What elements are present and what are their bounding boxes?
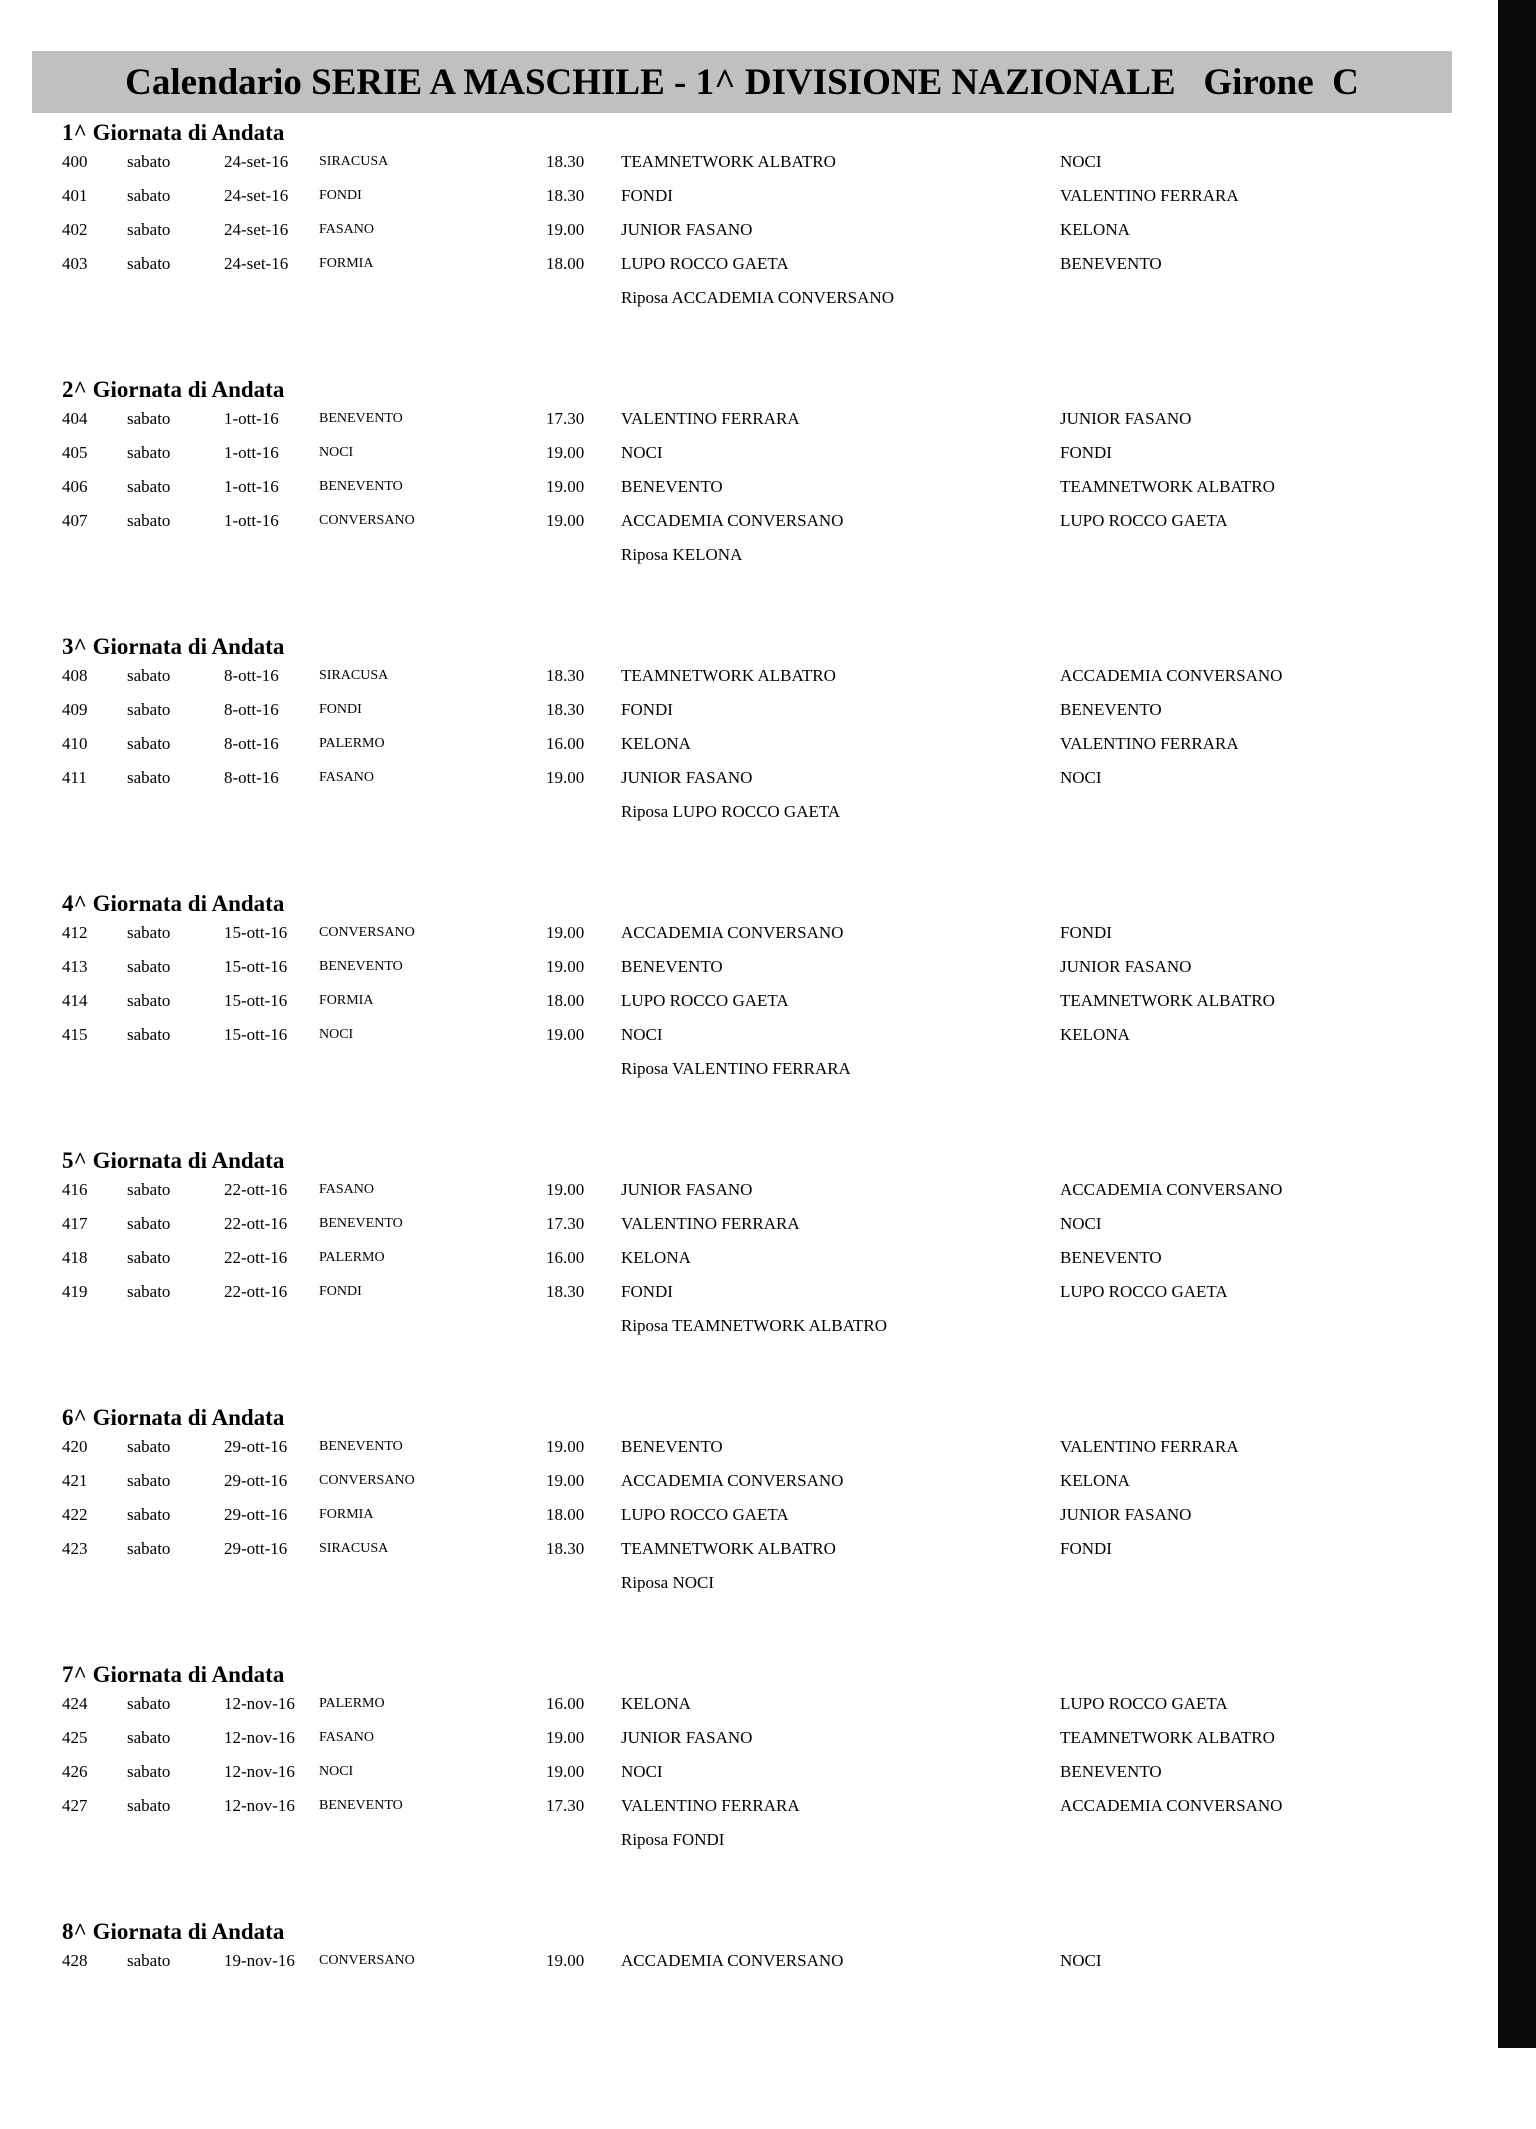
match-row bbox=[0, 1505, 1498, 1535]
match-number: 412 bbox=[62, 923, 88, 942]
match-day: sabato bbox=[127, 152, 171, 171]
match-number: 420 bbox=[62, 1437, 88, 1456]
home-team: KELONA bbox=[621, 734, 691, 753]
match-row bbox=[0, 186, 1498, 216]
riposa-note: Riposa VALENTINO FERRARA bbox=[621, 1059, 851, 1078]
match-time: 19.00 bbox=[546, 511, 585, 530]
match-number: 405 bbox=[62, 443, 88, 462]
away-team: FONDI bbox=[1060, 923, 1112, 942]
home-team: TEAMNETWORK ALBATRO bbox=[621, 152, 836, 171]
match-number: 417 bbox=[62, 1214, 88, 1233]
match-time: 19.00 bbox=[546, 220, 585, 239]
match-venue: BENEVENTO bbox=[319, 479, 403, 494]
match-day: sabato bbox=[127, 666, 171, 685]
away-team: VALENTINO FERRARA bbox=[1060, 1437, 1239, 1456]
match-day: sabato bbox=[127, 186, 171, 205]
match-date: 8-ott-16 bbox=[224, 700, 279, 719]
giornata-section bbox=[0, 634, 1498, 844]
match-date: 8-ott-16 bbox=[224, 734, 279, 753]
match-venue: FONDI bbox=[319, 702, 362, 717]
giornata-title: 1^ Giornata di Andata bbox=[62, 120, 285, 145]
away-team: TEAMNETWORK ALBATRO bbox=[1060, 1728, 1275, 1747]
home-team: LUPO ROCCO GAETA bbox=[621, 254, 789, 273]
match-date: 15-ott-16 bbox=[224, 1025, 288, 1044]
giornata-section bbox=[0, 1919, 1498, 2129]
home-team: TEAMNETWORK ALBATRO bbox=[621, 666, 836, 685]
match-day: sabato bbox=[127, 511, 171, 530]
match-number: 423 bbox=[62, 1539, 88, 1558]
away-team: JUNIOR FASANO bbox=[1060, 957, 1192, 976]
match-date: 15-ott-16 bbox=[224, 923, 288, 942]
match-date: 12-nov-16 bbox=[224, 1762, 295, 1781]
home-team: KELONA bbox=[621, 1694, 691, 1713]
match-time: 18.00 bbox=[546, 254, 585, 273]
giornata-title: 3^ Giornata di Andata bbox=[62, 634, 285, 659]
match-number: 402 bbox=[62, 220, 88, 239]
match-venue: FORMIA bbox=[319, 256, 374, 271]
match-date: 8-ott-16 bbox=[224, 768, 279, 787]
match-time: 19.00 bbox=[546, 477, 585, 496]
match-time: 19.00 bbox=[546, 768, 585, 787]
match-time: 19.00 bbox=[546, 1951, 585, 1970]
away-team: LUPO ROCCO GAETA bbox=[1060, 1694, 1228, 1713]
home-team: VALENTINO FERRARA bbox=[621, 1214, 800, 1233]
match-date: 1-ott-16 bbox=[224, 511, 279, 530]
match-row bbox=[0, 477, 1498, 507]
riposa-note: Riposa KELONA bbox=[621, 545, 743, 564]
page-edge bbox=[1498, 0, 1536, 2048]
home-team: LUPO ROCCO GAETA bbox=[621, 1505, 789, 1524]
match-venue: CONVERSANO bbox=[319, 513, 415, 528]
home-team: NOCI bbox=[621, 443, 663, 462]
match-day: sabato bbox=[127, 1796, 171, 1815]
match-date: 22-ott-16 bbox=[224, 1282, 288, 1301]
home-team: FONDI bbox=[621, 700, 673, 719]
giornata-section bbox=[0, 120, 1498, 330]
match-day: sabato bbox=[127, 1539, 171, 1558]
match-venue: SIRACUSA bbox=[319, 1541, 389, 1556]
away-team: ACCADEMIA CONVERSANO bbox=[1060, 1796, 1283, 1815]
match-venue: CONVERSANO bbox=[319, 925, 415, 940]
match-row bbox=[0, 1471, 1498, 1501]
match-time: 19.00 bbox=[546, 957, 585, 976]
giornata-section bbox=[0, 1148, 1498, 1358]
match-time: 19.00 bbox=[546, 1471, 585, 1490]
match-venue: FASANO bbox=[319, 1182, 374, 1197]
match-time: 18.00 bbox=[546, 1505, 585, 1524]
match-venue: NOCI bbox=[319, 1027, 354, 1042]
away-team: LUPO ROCCO GAETA bbox=[1060, 1282, 1228, 1301]
match-row bbox=[0, 254, 1498, 284]
home-team: ACCADEMIA CONVERSANO bbox=[621, 1951, 844, 1970]
match-day: sabato bbox=[127, 957, 171, 976]
match-venue: BENEVENTO bbox=[319, 959, 403, 974]
home-team: ACCADEMIA CONVERSANO bbox=[621, 923, 844, 942]
match-venue: FASANO bbox=[319, 222, 374, 237]
giornata-section bbox=[0, 1662, 1498, 1872]
away-team: KELONA bbox=[1060, 220, 1130, 239]
match-day: sabato bbox=[127, 700, 171, 719]
away-team: FONDI bbox=[1060, 1539, 1112, 1558]
match-time: 17.30 bbox=[546, 1214, 585, 1233]
away-team: BENEVENTO bbox=[1060, 700, 1162, 719]
match-number: 409 bbox=[62, 700, 88, 719]
match-venue: PALERMO bbox=[319, 1250, 385, 1265]
match-venue: SIRACUSA bbox=[319, 668, 389, 683]
match-venue: CONVERSANO bbox=[319, 1473, 415, 1488]
title-bar bbox=[32, 51, 1452, 113]
match-day: sabato bbox=[127, 477, 171, 496]
match-number: 414 bbox=[62, 991, 88, 1010]
giornata-title: 4^ Giornata di Andata bbox=[62, 891, 285, 916]
match-day: sabato bbox=[127, 1180, 171, 1199]
match-row bbox=[0, 1025, 1498, 1055]
home-team: FONDI bbox=[621, 186, 673, 205]
match-date: 1-ott-16 bbox=[224, 477, 279, 496]
match-venue: FONDI bbox=[319, 1284, 362, 1299]
match-date: 19-nov-16 bbox=[224, 1951, 295, 1970]
match-time: 19.00 bbox=[546, 1762, 585, 1781]
away-team: JUNIOR FASANO bbox=[1060, 1505, 1192, 1524]
riposa-note: Riposa ACCADEMIA CONVERSANO bbox=[621, 288, 894, 307]
match-row bbox=[0, 1762, 1498, 1792]
match-number: 427 bbox=[62, 1796, 88, 1815]
match-time: 18.30 bbox=[546, 152, 585, 171]
match-number: 424 bbox=[62, 1694, 88, 1713]
match-row bbox=[0, 700, 1498, 730]
match-number: 404 bbox=[62, 409, 88, 428]
match-day: sabato bbox=[127, 1214, 171, 1233]
match-time: 16.00 bbox=[546, 1694, 585, 1713]
match-time: 19.00 bbox=[546, 1437, 585, 1456]
away-team: ACCADEMIA CONVERSANO bbox=[1060, 666, 1283, 685]
home-team: NOCI bbox=[621, 1762, 663, 1781]
match-row bbox=[0, 220, 1498, 250]
home-team: BENEVENTO bbox=[621, 1437, 723, 1456]
home-team: TEAMNETWORK ALBATRO bbox=[621, 1539, 836, 1558]
match-day: sabato bbox=[127, 734, 171, 753]
match-time: 17.30 bbox=[546, 409, 585, 428]
match-row bbox=[0, 443, 1498, 473]
match-venue: FASANO bbox=[319, 1730, 374, 1745]
match-date: 24-set-16 bbox=[224, 254, 289, 273]
away-team: LUPO ROCCO GAETA bbox=[1060, 511, 1228, 530]
away-team: NOCI bbox=[1060, 768, 1102, 787]
match-number: 415 bbox=[62, 1025, 88, 1044]
match-day: sabato bbox=[127, 409, 171, 428]
match-venue: NOCI bbox=[319, 445, 354, 460]
away-team: ACCADEMIA CONVERSANO bbox=[1060, 1180, 1283, 1199]
match-time: 16.00 bbox=[546, 1248, 585, 1267]
match-number: 410 bbox=[62, 734, 88, 753]
match-number: 413 bbox=[62, 957, 88, 976]
match-row bbox=[0, 991, 1498, 1021]
match-row bbox=[0, 666, 1498, 696]
away-team: TEAMNETWORK ALBATRO bbox=[1060, 477, 1275, 496]
away-team: FONDI bbox=[1060, 443, 1112, 462]
match-number: 411 bbox=[62, 768, 87, 787]
home-team: JUNIOR FASANO bbox=[621, 220, 753, 239]
match-date: 15-ott-16 bbox=[224, 957, 288, 976]
riposa-note: Riposa TEAMNETWORK ALBATRO bbox=[621, 1316, 888, 1335]
match-date: 22-ott-16 bbox=[224, 1248, 288, 1267]
home-team: VALENTINO FERRARA bbox=[621, 409, 800, 428]
away-team: KELONA bbox=[1060, 1471, 1130, 1490]
away-team: VALENTINO FERRARA bbox=[1060, 186, 1239, 205]
match-row bbox=[0, 734, 1498, 764]
match-row bbox=[0, 409, 1498, 439]
match-number: 422 bbox=[62, 1505, 88, 1524]
match-date: 22-ott-16 bbox=[224, 1214, 288, 1233]
home-team: LUPO ROCCO GAETA bbox=[621, 991, 789, 1010]
match-time: 19.00 bbox=[546, 1180, 585, 1199]
match-row bbox=[0, 511, 1498, 541]
home-team: JUNIOR FASANO bbox=[621, 768, 753, 787]
home-team: FONDI bbox=[621, 1282, 673, 1301]
match-date: 29-ott-16 bbox=[224, 1539, 288, 1558]
match-number: 425 bbox=[62, 1728, 88, 1747]
riposa-note: Riposa NOCI bbox=[621, 1573, 715, 1592]
away-team: BENEVENTO bbox=[1060, 1248, 1162, 1267]
away-team: NOCI bbox=[1060, 152, 1102, 171]
match-date: 15-ott-16 bbox=[224, 991, 288, 1010]
match-number: 406 bbox=[62, 477, 88, 496]
match-venue: CONVERSANO bbox=[319, 1953, 415, 1968]
match-date: 22-ott-16 bbox=[224, 1180, 288, 1199]
match-venue: FORMIA bbox=[319, 993, 374, 1008]
giornata-section bbox=[0, 1405, 1498, 1615]
match-date: 8-ott-16 bbox=[224, 666, 279, 685]
giornata-title: 5^ Giornata di Andata bbox=[62, 1148, 285, 1173]
match-day: sabato bbox=[127, 254, 171, 273]
match-row bbox=[0, 1282, 1498, 1312]
match-venue: NOCI bbox=[319, 1764, 354, 1779]
match-venue: FASANO bbox=[319, 770, 374, 785]
match-venue: FORMIA bbox=[319, 1507, 374, 1522]
giornata-title: 7^ Giornata di Andata bbox=[62, 1662, 285, 1687]
home-team: ACCADEMIA CONVERSANO bbox=[621, 511, 844, 530]
match-row bbox=[0, 1214, 1498, 1244]
away-team: VALENTINO FERRARA bbox=[1060, 734, 1239, 753]
match-venue: PALERMO bbox=[319, 736, 385, 751]
giornata-section bbox=[0, 891, 1498, 1101]
match-number: 428 bbox=[62, 1951, 88, 1970]
match-row bbox=[0, 923, 1498, 953]
match-time: 19.00 bbox=[546, 1728, 585, 1747]
match-day: sabato bbox=[127, 220, 171, 239]
match-row bbox=[0, 957, 1498, 987]
match-day: sabato bbox=[127, 923, 171, 942]
page-title: Calendario SERIE A MASCHILE - 1^ DIVISIONE NAZIONALE Girone C bbox=[125, 61, 1359, 103]
match-number: 407 bbox=[62, 511, 88, 530]
away-team: NOCI bbox=[1060, 1214, 1102, 1233]
match-day: sabato bbox=[127, 1762, 171, 1781]
match-day: sabato bbox=[127, 1505, 171, 1524]
match-row bbox=[0, 1539, 1498, 1569]
match-row bbox=[0, 1248, 1498, 1278]
match-venue: BENEVENTO bbox=[319, 1798, 403, 1813]
match-day: sabato bbox=[127, 443, 171, 462]
match-time: 19.00 bbox=[546, 443, 585, 462]
match-time: 18.00 bbox=[546, 991, 585, 1010]
match-date: 12-nov-16 bbox=[224, 1796, 295, 1815]
riposa-note: Riposa FONDI bbox=[621, 1830, 725, 1849]
match-venue: BENEVENTO bbox=[319, 1216, 403, 1231]
home-team: JUNIOR FASANO bbox=[621, 1728, 753, 1747]
match-time: 16.00 bbox=[546, 734, 585, 753]
match-time: 18.30 bbox=[546, 1539, 585, 1558]
riposa-note: Riposa LUPO ROCCO GAETA bbox=[621, 802, 841, 821]
home-team: ACCADEMIA CONVERSANO bbox=[621, 1471, 844, 1490]
match-time: 17.30 bbox=[546, 1796, 585, 1815]
match-day: sabato bbox=[127, 1694, 171, 1713]
match-date: 12-nov-16 bbox=[224, 1694, 295, 1713]
match-date: 1-ott-16 bbox=[224, 409, 279, 428]
match-time: 19.00 bbox=[546, 923, 585, 942]
match-time: 18.30 bbox=[546, 186, 585, 205]
giornata-title: 2^ Giornata di Andata bbox=[62, 377, 285, 402]
away-team: TEAMNETWORK ALBATRO bbox=[1060, 991, 1275, 1010]
match-date: 24-set-16 bbox=[224, 152, 289, 171]
match-date: 29-ott-16 bbox=[224, 1437, 288, 1456]
match-row bbox=[0, 152, 1498, 182]
match-day: sabato bbox=[127, 1471, 171, 1490]
match-venue: PALERMO bbox=[319, 1696, 385, 1711]
giornata-title: 6^ Giornata di Andata bbox=[62, 1405, 285, 1430]
match-number: 416 bbox=[62, 1180, 88, 1199]
match-day: sabato bbox=[127, 1437, 171, 1456]
match-venue: FONDI bbox=[319, 188, 362, 203]
match-date: 12-nov-16 bbox=[224, 1728, 295, 1747]
home-team: BENEVENTO bbox=[621, 957, 723, 976]
home-team: KELONA bbox=[621, 1248, 691, 1267]
match-day: sabato bbox=[127, 768, 171, 787]
away-team: JUNIOR FASANO bbox=[1060, 409, 1192, 428]
home-team: VALENTINO FERRARA bbox=[621, 1796, 800, 1815]
match-day: sabato bbox=[127, 1951, 171, 1970]
away-team: BENEVENTO bbox=[1060, 254, 1162, 273]
match-date: 24-set-16 bbox=[224, 186, 289, 205]
match-row bbox=[0, 1796, 1498, 1826]
match-row bbox=[0, 1951, 1498, 1981]
match-number: 426 bbox=[62, 1762, 88, 1781]
match-number: 403 bbox=[62, 254, 88, 273]
match-row bbox=[0, 1180, 1498, 1210]
match-day: sabato bbox=[127, 1248, 171, 1267]
match-day: sabato bbox=[127, 1282, 171, 1301]
match-day: sabato bbox=[127, 1025, 171, 1044]
home-team: JUNIOR FASANO bbox=[621, 1180, 753, 1199]
match-date: 1-ott-16 bbox=[224, 443, 279, 462]
match-day: sabato bbox=[127, 991, 171, 1010]
away-team: NOCI bbox=[1060, 1951, 1102, 1970]
match-number: 400 bbox=[62, 152, 88, 171]
match-venue: BENEVENTO bbox=[319, 411, 403, 426]
match-number: 401 bbox=[62, 186, 88, 205]
match-date: 29-ott-16 bbox=[224, 1471, 288, 1490]
giornata-title: 8^ Giornata di Andata bbox=[62, 1919, 285, 1944]
match-venue: BENEVENTO bbox=[319, 1439, 403, 1454]
match-number: 419 bbox=[62, 1282, 88, 1301]
match-day: sabato bbox=[127, 1728, 171, 1747]
match-row bbox=[0, 1437, 1498, 1467]
home-team: BENEVENTO bbox=[621, 477, 723, 496]
match-row bbox=[0, 1728, 1498, 1758]
match-number: 408 bbox=[62, 666, 88, 685]
match-time: 19.00 bbox=[546, 1025, 585, 1044]
match-venue: SIRACUSA bbox=[319, 154, 389, 169]
match-time: 18.30 bbox=[546, 666, 585, 685]
match-time: 18.30 bbox=[546, 1282, 585, 1301]
match-row bbox=[0, 1694, 1498, 1724]
match-number: 418 bbox=[62, 1248, 88, 1267]
away-team: BENEVENTO bbox=[1060, 1762, 1162, 1781]
giornata-section bbox=[0, 377, 1498, 587]
match-time: 18.30 bbox=[546, 700, 585, 719]
match-date: 29-ott-16 bbox=[224, 1505, 288, 1524]
match-number: 421 bbox=[62, 1471, 88, 1490]
away-team: KELONA bbox=[1060, 1025, 1130, 1044]
match-date: 24-set-16 bbox=[224, 220, 289, 239]
home-team: NOCI bbox=[621, 1025, 663, 1044]
match-row bbox=[0, 768, 1498, 798]
